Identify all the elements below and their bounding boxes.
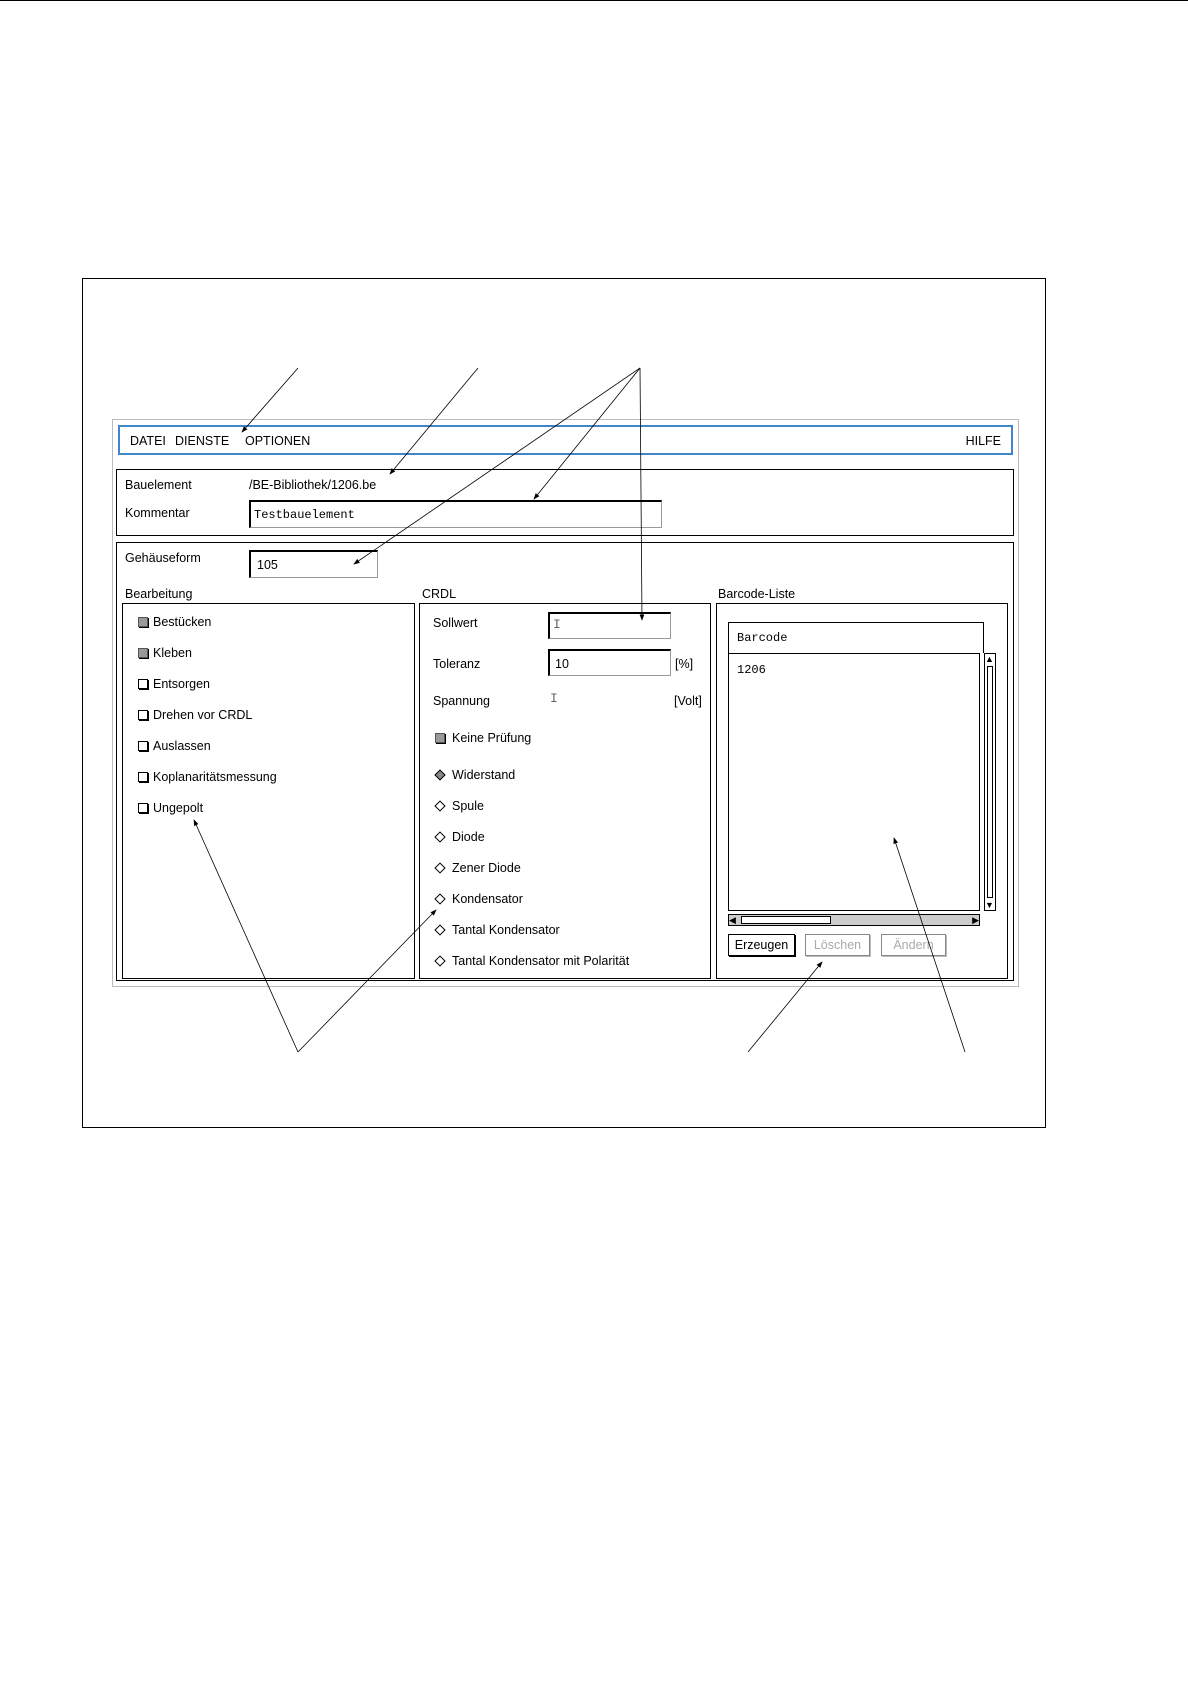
callout-line [748,962,822,1052]
callout-line [390,368,478,474]
callout-line [242,368,298,432]
bauelement-label: Bauelement [125,478,192,492]
sollwert-label: Sollwert [433,616,478,630]
menu-hilfe[interactable]: HILFE [965,434,1001,448]
toleranz-unit: [%] [675,657,694,671]
spannung-label: Spannung [433,694,491,708]
radio-label: Diode [452,830,485,844]
spannung-unit: [Volt] [674,694,702,708]
scroll-left-icon[interactable]: ◀ [729,915,736,925]
checkbox-label: Kleben [153,646,192,660]
toleranz-input[interactable]: 10 [548,649,671,676]
menu-dienste[interactable]: DIENSTE [175,434,230,448]
crdl-panel: Sollwert I Toleranz 10 [%] Spannung I [Volt] Keine Prüfung Widerstand Spule Diode Zener Diode Kondensator Tantal Kondensator Tantal Kondensator mit Polarität [419,603,711,979]
callout-line [194,820,298,1052]
gehaeuseform-label: Gehäuseform [125,551,201,565]
callout-line [534,368,640,499]
toleranz-label: Toleranz [433,657,481,671]
radio-label: Tantal Kondensator mit Polarität [452,954,630,968]
crdl-title: CRDL [422,587,457,601]
radio-label: Zener Diode [452,861,521,875]
radio-label: Tantal Kondensator [452,923,560,937]
checkbox-label: Drehen vor CRDL [153,708,253,722]
gehaeuseform-input[interactable]: 105 [249,550,378,578]
barcode-column-header: Barcode [728,622,984,653]
barcode-title: Barcode-Liste [718,587,796,601]
radio-label: Spule [452,799,484,813]
scroll-up-icon[interactable]: ▲ [985,654,994,664]
checkbox-label: Bestücken [153,615,212,629]
text-cursor-icon: I [553,617,561,632]
callout-line [298,910,436,1052]
scroll-right-icon[interactable]: ▶ [972,915,979,925]
aendern-button[interactable]: Ändern [881,934,946,956]
menu-optionen[interactable]: OPTIONEN [245,434,311,448]
bauelement-path: /BE-Bibliothek/1206.be [249,478,377,492]
erzeugen-button[interactable]: Erzeugen [728,934,795,956]
radio-label: Kondensator [452,892,523,906]
barcode-list-item[interactable]: 1206 [737,663,766,677]
loeschen-button[interactable]: Löschen [805,934,870,956]
callout-line [894,838,965,1052]
menu-datei[interactable]: DATEI [130,434,166,448]
text-cursor-icon: I [550,691,558,706]
radio-label: Widerstand [452,768,516,782]
checkbox-label: Ungepolt [153,801,204,815]
bearbeitung-title: Bearbeitung [125,587,193,601]
checkbox-label: Auslassen [153,739,211,753]
checkbox-label: Koplanaritätsmessung [153,770,277,784]
kommentar-input[interactable]: Testbauelement [249,500,662,528]
kommentar-label: Kommentar [125,506,190,520]
callout-line [640,368,642,620]
checkbox-label: Entsorgen [153,677,210,691]
scroll-down-icon[interactable]: ▼ [985,900,994,910]
